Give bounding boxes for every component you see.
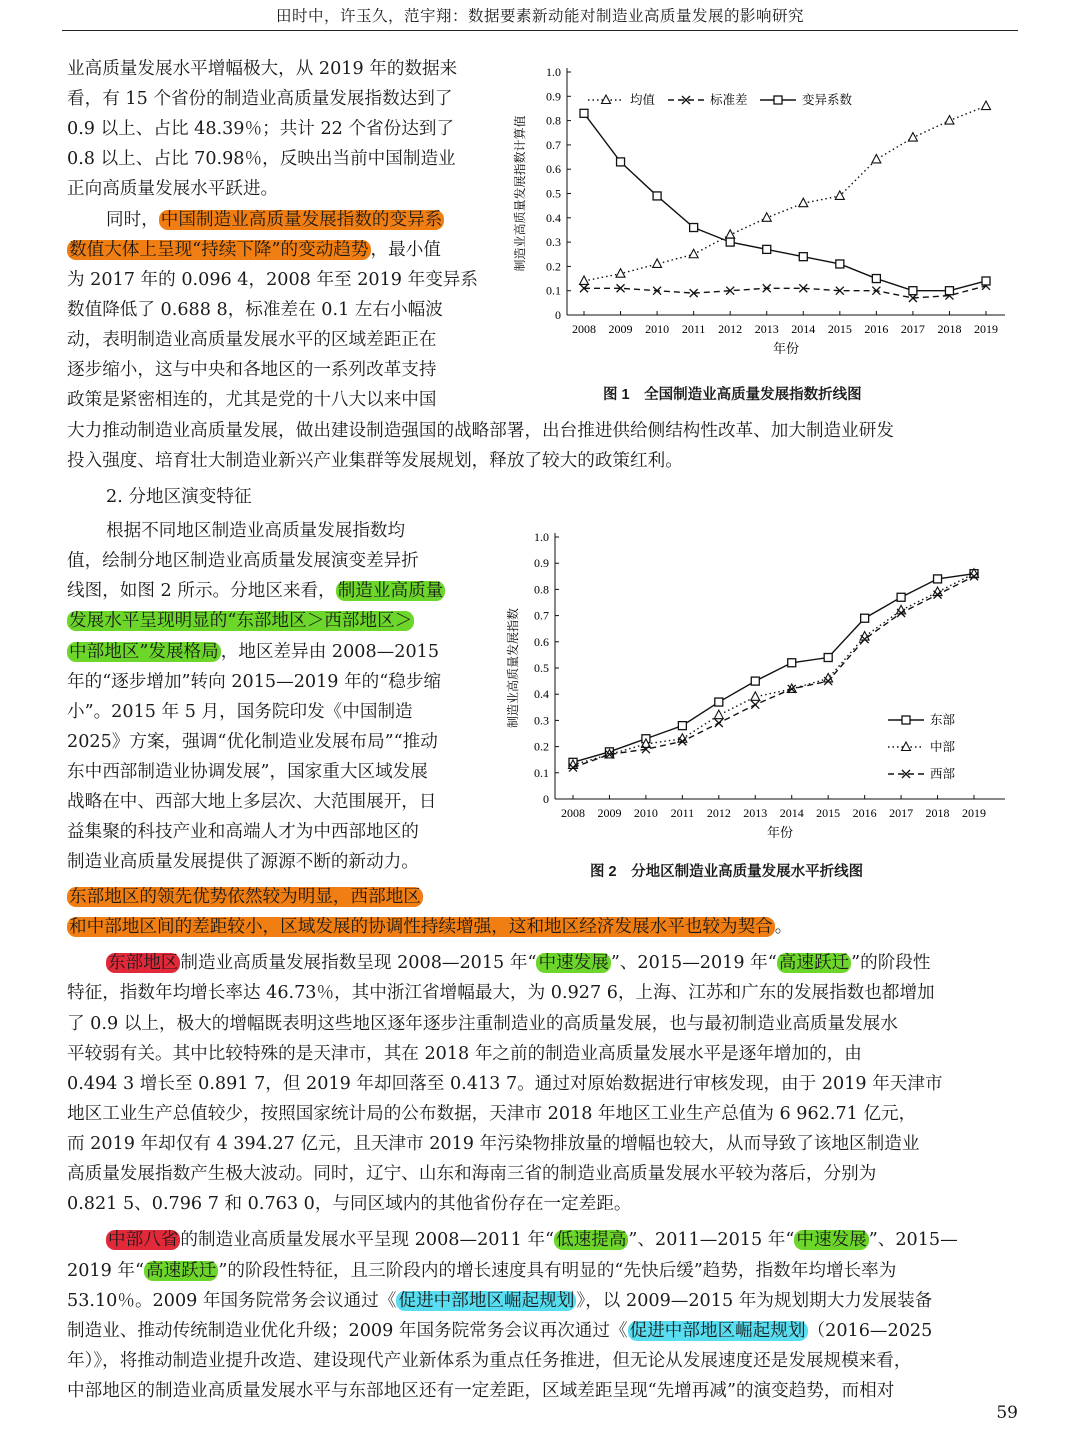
highlight-orange: 和中部地区间的差距较小，区域发展的协调性持续增强，这和地区经济发展水平也较为契合	[69, 917, 773, 937]
text-line	[67, 884, 423, 911]
y-tick-label: 0.2	[534, 739, 549, 754]
x-tick-label: 2018	[925, 806, 950, 820]
text-segment: 2019 年“	[67, 1261, 144, 1281]
text-line	[67, 980, 935, 1007]
text-line	[67, 116, 454, 143]
series-line	[584, 113, 986, 290]
square-marker	[982, 277, 990, 285]
text-segment: 线图，如图 2 所示。分地区来看，	[67, 581, 336, 601]
y-tick-label: 0.3	[534, 713, 549, 728]
text-segment: 大力推动制造业高质量发展，做出建设制造强国的战略部署，出台推进供给侧结构性改革、加大制造业研发	[67, 421, 894, 441]
square-marker	[897, 593, 905, 601]
text-line	[106, 484, 252, 511]
x-marker	[751, 701, 759, 709]
square-marker	[902, 716, 910, 724]
highlight-green: 低速提高	[556, 1230, 627, 1250]
text-segment: 53.10％。2009 年国务院常务会议通过《	[67, 1291, 397, 1311]
text-line	[67, 819, 419, 846]
triangle-marker	[908, 133, 917, 142]
x-tick-label: 2011	[681, 322, 706, 336]
y-tick-label: 1.0	[534, 530, 549, 544]
text-segment: 而 2019 年却仅有 4 394.27 亿元，且天津市 2019 年污染物排放量的增幅也较大，从而导致了该地区制造业	[67, 1134, 920, 1154]
text-line	[67, 849, 419, 876]
header-rule	[62, 30, 1018, 31]
square-marker	[909, 287, 917, 295]
highlight-cyan: 促进中部地区崛起规划	[629, 1321, 806, 1341]
text-line	[106, 1227, 958, 1254]
y-tick-label: 0.3	[546, 235, 561, 250]
text-line	[67, 297, 443, 324]
x-tick-label: 2010	[633, 806, 658, 820]
x-tick-label: 2011	[670, 806, 695, 820]
text-segment: 为 2017 年的 0.096 4，2008 年至 2019 年变异系	[67, 270, 478, 290]
text-line	[67, 1191, 632, 1218]
triangle-marker	[653, 259, 662, 268]
legend-label: 东部	[930, 713, 956, 727]
series-line	[584, 106, 986, 281]
text-line	[67, 1131, 919, 1158]
text-segment: 0.821 5、0.796 7 和 0.763 0，与同区域内的其他省份存在一定差距。	[67, 1194, 632, 1214]
text-line	[67, 914, 792, 941]
square-marker	[690, 224, 698, 232]
highlight-red: 中部八省	[108, 1230, 179, 1250]
text-segment: ”、2015—2019 年“	[610, 953, 777, 973]
x-tick-label: 2017	[889, 806, 914, 820]
square-marker	[945, 287, 953, 295]
text-segment: 投入强度、培育壮大制造业新兴产业集群等发展规划，释放了较大的政策红利。	[67, 451, 683, 471]
triangle-marker	[602, 95, 611, 104]
text-segment: 。	[774, 917, 793, 937]
text-line	[67, 1011, 898, 1038]
text-segment: 特征，指数年均增长率达 46.73％，其中浙江省增幅最大，为 0.927 6，上海、江苏和广东的发展指数也都增加	[67, 983, 935, 1003]
y-tick-label: 0.2	[546, 259, 561, 274]
y-tick-label: 0.4	[534, 687, 549, 702]
x-tick-label: 2015	[816, 806, 841, 820]
text-line	[67, 1348, 912, 1375]
text-line	[67, 1288, 932, 1315]
text-segment: 正向高质量发展水平跃进。	[67, 179, 279, 199]
square-marker	[715, 698, 723, 706]
text-line	[67, 1318, 932, 1345]
x-tick-label: 2017	[900, 322, 925, 336]
y-tick-label: 0.7	[534, 608, 549, 623]
triangle-marker	[762, 213, 771, 222]
text-line	[67, 669, 441, 696]
legend-item	[888, 767, 956, 781]
text-segment: 0.494 3 增长至 0.891 7，但 2019 年却回落至 0.413 7。通过对原始数据进行审核发现，由于 2019 年天津市	[67, 1074, 943, 1094]
text-segment: 平较弱有关。其中比较特殊的是天津市，其在 2018 年之前的制造业高质量发展水平是逐年增加的，由	[67, 1044, 862, 1064]
square-marker	[836, 260, 844, 268]
text-segment: 2. 分地区演变特征	[106, 487, 252, 507]
highlight-red: 东部地区	[108, 953, 179, 973]
legend-item	[888, 739, 956, 754]
text-line	[106, 518, 405, 545]
text-line	[67, 578, 445, 605]
highlight-green: 高速跃迁	[145, 1261, 217, 1281]
text-line	[67, 1041, 862, 1068]
square-marker	[726, 238, 734, 246]
text-line	[67, 1258, 896, 1285]
x-tick-label: 2012	[706, 806, 731, 820]
x-tick-label: 2019	[974, 322, 998, 336]
text-segment: ”、2011—2015 年“	[628, 1230, 795, 1250]
square-marker	[799, 253, 807, 261]
x-tick-label: 2018	[937, 322, 962, 336]
square-marker	[788, 659, 796, 667]
highlight-green: 中速发展	[796, 1230, 867, 1250]
square-marker	[763, 245, 771, 253]
series-line	[573, 574, 974, 765]
highlight-green: 高速跃迁	[778, 953, 850, 973]
legend-item	[588, 92, 656, 107]
series-标准差	[580, 282, 990, 302]
series-line	[584, 286, 986, 298]
x-marker	[715, 719, 723, 727]
text-segment: （2016—2025	[807, 1321, 933, 1341]
legend-item	[760, 92, 853, 107]
text-line	[67, 267, 478, 294]
text-line	[67, 608, 414, 635]
legend-item	[888, 713, 956, 727]
text-line	[67, 729, 438, 756]
text-line	[67, 327, 436, 354]
x-tick-label: 2014	[779, 806, 804, 820]
y-tick-label: 0.9	[534, 556, 549, 571]
highlight-orange: 数值大体上呈现“持续下降”的变动趋势	[69, 240, 369, 260]
series-中部	[569, 569, 979, 769]
text-segment: ”、2015—	[868, 1230, 958, 1250]
text-line	[106, 207, 444, 234]
square-marker	[653, 192, 661, 200]
square-marker	[872, 275, 880, 283]
triangle-marker	[872, 154, 881, 163]
legend-label: 标准差	[710, 93, 748, 107]
square-marker	[678, 722, 686, 730]
text-segment: ，最小值	[370, 240, 441, 260]
y-tick-label: 0.1	[546, 283, 561, 298]
triangle-marker	[726, 230, 735, 239]
x-tick-label: 2010	[645, 322, 670, 336]
text-segment: 战略在中、西部大地上多层次、大范围展开，日	[67, 792, 437, 812]
text-line	[67, 1071, 943, 1098]
text-line	[67, 357, 436, 384]
triangle-marker	[835, 191, 844, 200]
text-segment: 年）》，将推动制造业提升改造、建设现代产业新体系为重点任务推进，但无论从发展速度还是发展规模来看，	[67, 1351, 912, 1371]
figure-1-caption: 图 1 全国制造业高质量发展指数折线图	[603, 387, 862, 403]
x-tick-label: 2014	[791, 322, 816, 336]
text-segment: 0.8 以上、占比 70.98％，反映出当前中国制造业	[67, 149, 456, 169]
page-number: 59	[996, 1403, 1018, 1423]
highlight-cyan: 促进中部地区崛起规划	[398, 1291, 575, 1311]
square-marker	[774, 96, 782, 104]
text-segment: 数值降低了 0.688 8，标准差在 0.1 左右小幅波	[67, 300, 443, 320]
square-marker	[934, 575, 942, 583]
text-line	[67, 1101, 916, 1128]
text-segment: 地区工业生产总值较少，按照国家统计局的公布数据，天津市 2018 年地区工业生产总值为 6 962.71 亿元，	[67, 1104, 917, 1124]
y-tick-label: 0	[543, 792, 549, 806]
figure-2-svg	[505, 527, 1015, 842]
text-segment: 制造业高质量发展提供了源源不断的新动力。	[67, 852, 419, 872]
text-line	[67, 387, 436, 414]
x-tick-label: 2013	[743, 806, 768, 820]
y-tick-label: 0.1	[534, 765, 549, 780]
triangle-marker	[945, 116, 954, 125]
square-marker	[861, 614, 869, 622]
highlight-green: 发展水平呈现明显的“东部地区＞西部地区＞	[69, 611, 413, 631]
triangle-marker	[799, 198, 808, 207]
text-line	[67, 639, 439, 666]
text-line	[67, 418, 894, 445]
figure-2-chart	[505, 527, 1015, 842]
text-segment: 的制造业高质量发展水平呈现 2008—2011 年“	[180, 1230, 555, 1250]
text-line	[67, 699, 413, 726]
text-segment: 根据不同地区制造业高质量发展指数均	[106, 521, 406, 541]
x-tick-label: 2016	[852, 806, 877, 820]
y-tick-label: 0.6	[534, 634, 549, 649]
triangle-marker	[580, 276, 589, 285]
highlight-orange: 东部地区的领先优势依然较为明显，西部地区	[69, 887, 421, 907]
text-segment: 逐步缩小，这与中央和各地区的一系列改革支持	[67, 360, 437, 380]
y-tick-label: 0.4	[546, 210, 561, 225]
y-tick-label: 0.9	[546, 89, 561, 104]
text-segment: 政策是紧密相连的，尤其是党的十八大以来中国	[67, 390, 437, 410]
y-tick-label: 0.8	[546, 113, 561, 128]
text-line	[67, 1378, 894, 1405]
x-tick-label: 2008	[561, 806, 585, 820]
highlight-green: 制造业高质量	[337, 581, 444, 601]
series-line	[573, 574, 974, 763]
legend-item	[668, 92, 748, 107]
triangle-marker	[714, 710, 723, 719]
text-segment: 动，表明制造业高质量发展水平的区域差距正在	[67, 330, 437, 350]
text-line	[67, 1161, 876, 1188]
square-marker	[824, 654, 832, 662]
text-segment: 看，有 15 个省份的制造业高质量发展指数达到了	[67, 89, 453, 109]
figure-2-caption: 图 2 分地区制造业高质量发展水平折线图	[590, 864, 864, 880]
x-axis-label: 年份	[772, 341, 800, 356]
series-东部	[569, 570, 978, 767]
text-segment: ”的阶段性特征，且三阶段内的增长速度具有明显的“先快后缓”趋势，指数年均增长率为	[218, 1261, 897, 1281]
text-segment: 高质量发展指数产生极大波动。同时，辽宁、山东和海南三省的制造业高质量发展水平较为落后，分别为	[67, 1164, 877, 1184]
x-tick-label: 2013	[754, 322, 779, 336]
text-segment: 同时，	[106, 210, 159, 230]
triangle-marker	[751, 692, 760, 701]
highlight-orange: 中国制造业高质量发展指数的变异系	[160, 210, 443, 230]
x-tick-label: 2016	[864, 322, 889, 336]
legend-label: 西部	[930, 767, 956, 781]
text-line	[67, 56, 457, 83]
text-line	[67, 237, 441, 264]
text-line	[67, 146, 456, 173]
text-segment: 业高质量发展水平增幅极大，从 2019 年的数据来	[67, 59, 458, 79]
text-segment: 制造业高质量发展指数呈现 2008—2015 年“	[180, 953, 537, 973]
text-line	[67, 86, 452, 113]
x-tick-label: 2015	[827, 322, 852, 336]
triangle-marker	[982, 101, 991, 110]
y-axis-label: 制造业高质量发展指数	[506, 607, 520, 729]
y-tick-label: 0.5	[534, 661, 549, 675]
x-tick-label: 2009	[597, 806, 622, 820]
x-axis-label: 年份	[766, 825, 794, 840]
figure-1-svg	[510, 62, 1018, 372]
y-tick-label: 1.0	[546, 65, 561, 79]
legend-label: 变异系数	[802, 93, 853, 107]
highlight-green: 中部地区”发展格局	[69, 642, 219, 662]
y-tick-label: 0.8	[534, 582, 549, 597]
y-tick-label: 0	[555, 308, 561, 322]
triangle-marker	[902, 742, 911, 751]
y-tick-label: 0.7	[546, 137, 561, 152]
text-line	[67, 176, 278, 203]
highlight-green: 中速发展	[538, 953, 609, 973]
text-segment: 小”。2015 年 5 月，国务院印发《中国制造	[67, 702, 413, 722]
text-segment: 0.9 以上、占比 48.39％；共计 22 个省份达到了	[67, 119, 455, 139]
square-marker	[580, 109, 588, 117]
text-line	[106, 950, 931, 977]
text-segment: 》，以 2009—2015 年为规划期大力发展装备	[576, 1291, 933, 1311]
text-segment: 制造业、推动传统制造业优化升级；2009 年国务院常务会议再次通过《	[67, 1321, 628, 1341]
text-line	[67, 548, 419, 575]
legend-label: 均值	[630, 93, 656, 107]
running-header: 田时中，许玉久，范宇翔：数据要素新动能对制造业高质量发展的影响研究	[275, 7, 804, 25]
figure-1-chart	[510, 62, 1018, 372]
text-segment: ，地区差异由 2008—2015	[220, 642, 440, 662]
series-均值	[580, 101, 991, 284]
y-axis-label: 制造业高质量发展指数计算值	[513, 115, 527, 272]
text-segment: 了 0.9 以上，极大的增幅既表明这些地区逐年逐步注重制造业的高质量发展，也与最初制造业高质量发展水	[67, 1014, 898, 1034]
x-tick-label: 2012	[718, 322, 743, 336]
y-tick-label: 0.5	[546, 186, 561, 201]
text-segment: 中部地区的制造业高质量发展水平与东部地区还有一定差距，区域差距呈现“先增再减”的演变趋势，而相对	[67, 1381, 895, 1401]
legend-label: 中部	[930, 740, 956, 754]
text-line	[67, 789, 436, 816]
y-tick-label: 0.6	[546, 162, 561, 177]
text-line	[67, 448, 683, 475]
text-segment: 东中西部制造业协调发展”，国家重大区域发展	[67, 762, 428, 782]
text-line	[67, 759, 428, 786]
square-marker	[617, 158, 625, 166]
series-变异系数	[580, 109, 990, 294]
x-tick-label: 2019	[962, 806, 986, 820]
text-segment: ”的阶段性	[851, 953, 931, 973]
text-segment: 年的“逐步增加”转向 2015—2019 年的“稳步缩	[67, 672, 442, 692]
text-segment: 2025》方案，强调“优化制造业发展布局”“推动	[67, 732, 438, 752]
square-marker	[751, 677, 759, 685]
text-segment: 益集聚的科技产业和高端人才为中西部地区的	[67, 822, 419, 842]
text-segment: 值，绘制分地区制造业高质量发展演变差异折	[67, 551, 419, 571]
x-tick-label: 2008	[572, 322, 596, 336]
triangle-marker	[689, 249, 698, 258]
x-tick-label: 2009	[608, 322, 633, 336]
